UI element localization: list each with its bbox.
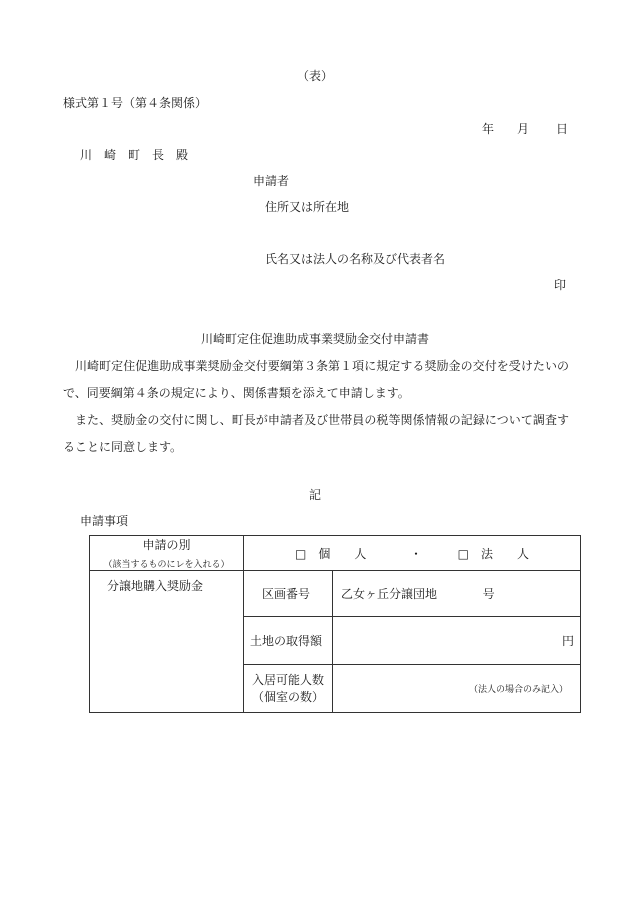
document-title: 川崎町定住促進助成事業奨励金交付申請書	[200, 332, 429, 346]
side-label: （表）	[296, 69, 333, 83]
ki-label: 記	[308, 488, 321, 502]
type-separator: ・	[410, 546, 423, 561]
application-table	[89, 535, 581, 713]
address-label: 住所又は所在地	[265, 200, 350, 214]
residents-label-cell	[244, 665, 333, 713]
corporate-checkbox[interactable]: □ 法 人	[457, 546, 530, 561]
type-header-cell	[90, 536, 244, 571]
residents-label-line1: 入居可能人数	[251, 672, 324, 687]
applicant-heading: 申請者	[253, 174, 290, 188]
land-value-cell[interactable]	[333, 617, 581, 665]
items-label: 申請事項	[80, 514, 129, 528]
paragraph-consent: また、奨励金の交付に関し、町長が申請者及び世帯員の税等関係情報の記録について調査することに同意します。	[63, 413, 569, 454]
seal-label: 印	[554, 278, 567, 292]
lot-value-suffix: 号	[482, 587, 495, 601]
type-label: 申請の別	[142, 538, 191, 552]
residents-note: （法人の場合のみ記入）	[469, 685, 569, 695]
land-label-cell	[244, 617, 333, 665]
date-year-label: 年	[482, 122, 495, 136]
form-number: 様式第１号（第４条関係）	[63, 96, 208, 110]
name-label: 氏名又は法人の名称及び代表者名	[265, 252, 446, 266]
category-cell	[90, 571, 244, 713]
type-options-cell	[244, 536, 581, 571]
residents-label-line2: （個室の数）	[251, 689, 324, 704]
lot-value-cell[interactable]	[333, 571, 581, 617]
type-row	[90, 536, 581, 571]
recipient: 川 崎 町 長 殿	[80, 148, 189, 162]
residents-value-cell[interactable]	[333, 665, 581, 713]
lot-row	[90, 571, 581, 617]
date-month-label: 月	[517, 122, 530, 136]
land-unit: 円	[562, 634, 575, 648]
lot-value-prefix: 乙女ヶ丘分譲団地	[341, 587, 438, 601]
lot-label: 区画番号	[262, 587, 311, 601]
category-label: 分譲地購入奨励金	[107, 579, 204, 593]
paragraph-request: 川崎町定住促進助成事業奨励金交付要綱第３条第１項に規定する奨励金の交付を受けたいので、同要綱第４条の規定により、関係書類を添えて申請します。	[63, 359, 569, 400]
date-day-label: 日	[556, 122, 569, 136]
land-label: 土地の取得額	[250, 634, 323, 648]
type-note: （該当するものにレを入れる）	[103, 560, 230, 570]
individual-checkbox[interactable]: □ 個 人	[295, 546, 367, 561]
lot-label-cell	[244, 571, 333, 617]
